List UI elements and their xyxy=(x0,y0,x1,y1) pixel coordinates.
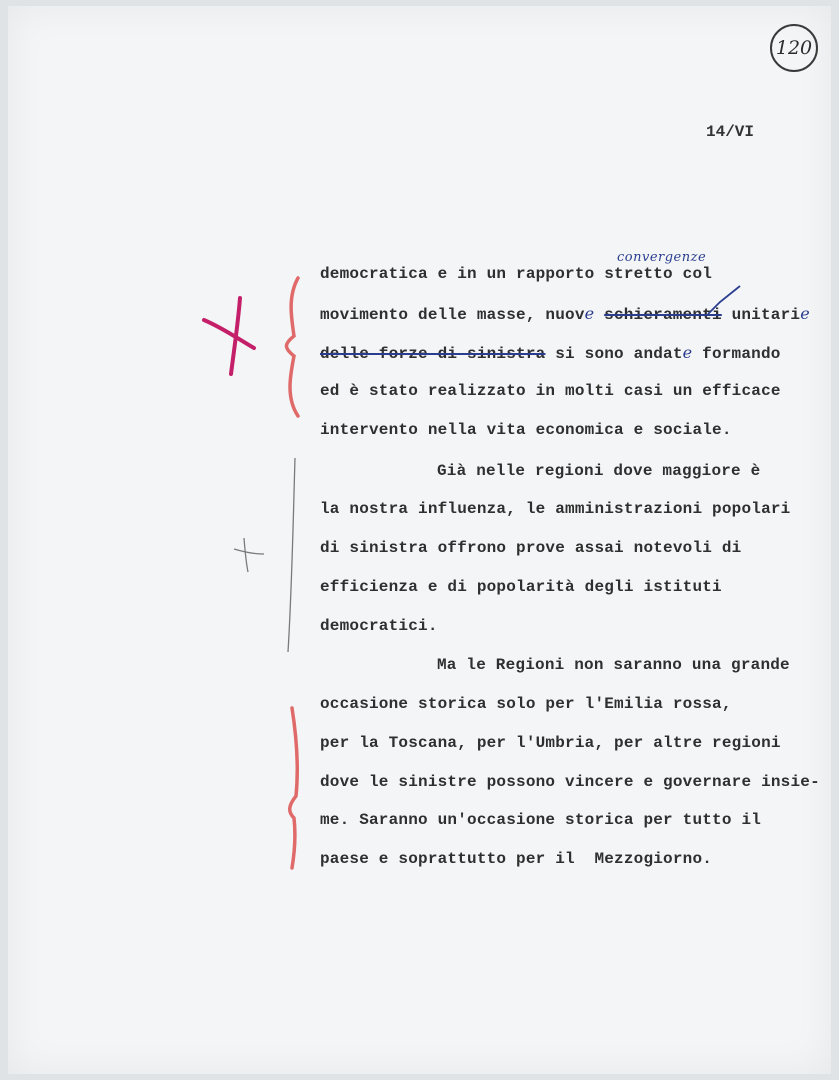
text-line: democratica e in un rapporto stretto col xyxy=(320,265,713,283)
text-line: di sinistra offrono prove assai notevoli di xyxy=(320,539,742,557)
text-line: per la Toscana, per l'Umbria, per altre regioni xyxy=(320,734,781,752)
red-bracket-lower xyxy=(290,708,297,868)
pencil-margin-line xyxy=(288,458,295,652)
text-line: ed è stato realizzato in molti casi un efficace xyxy=(320,382,781,400)
text-line: movimento delle masse, nuove schieramenti unitarie xyxy=(320,304,810,324)
text-line: efficienza e di popolarità degli istituti xyxy=(320,578,722,596)
text-line: democratici. xyxy=(320,617,438,635)
text-line: Già nelle regioni dove maggiore è xyxy=(437,462,761,480)
folio-number: 120 xyxy=(770,24,818,72)
text-line: delle forze di sinistra si sono andate formando xyxy=(320,343,781,363)
pencil-cross-mark xyxy=(234,549,264,554)
page-reference: 14/VI xyxy=(706,123,755,141)
document-page xyxy=(8,6,831,1074)
red-bracket-upper xyxy=(287,278,299,416)
text-line: Ma le Regioni non saranno una grande xyxy=(437,656,790,674)
text-line: me. Saranno un'occasione storica per tutto il xyxy=(320,811,762,829)
text-line: paese e soprattutto per il Mezzogiorno. xyxy=(320,850,713,868)
pencil-cross-stroke xyxy=(244,538,248,572)
text-line: la nostra influenza, le amministrazioni popolari xyxy=(320,500,791,518)
magenta-cross-mark xyxy=(204,320,254,348)
text-line: dove le sinistre possono vincere e governare insie- xyxy=(320,773,820,791)
handwritten-insertion: convergenze xyxy=(617,250,707,265)
text-line: occasione storica solo per l'Emilia rossa, xyxy=(320,695,732,713)
text-line: intervento nella vita economica e sociale. xyxy=(320,421,732,439)
